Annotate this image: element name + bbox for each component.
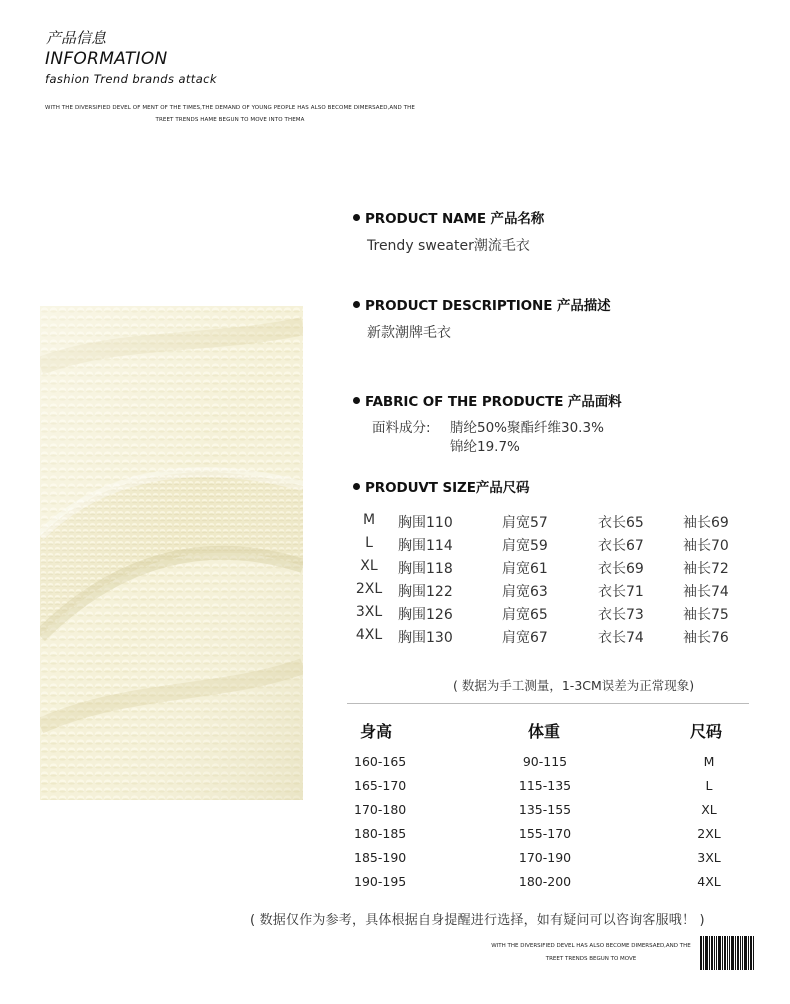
shoulder-value: 肩宽67	[502, 630, 548, 646]
product-description-title: PRODUCT DESCRIPTIONE 产品描述	[365, 298, 611, 314]
sleeve-value: 袖长69	[683, 515, 729, 531]
height-header: 身高	[360, 722, 393, 741]
divider	[347, 703, 749, 704]
product-name-value: Trendy sweater潮流毛衣	[367, 238, 530, 254]
size-value: 4XL	[697, 874, 721, 889]
size-title: PRODUVT SIZE产品尺码	[365, 480, 530, 496]
product-description-heading	[353, 294, 611, 314]
size-value: M	[703, 754, 715, 769]
bullet-icon	[353, 214, 360, 221]
size-value: 3XL	[697, 850, 721, 865]
bullet-icon	[353, 397, 360, 404]
length-value: 衣长74	[598, 630, 644, 646]
size-value: L	[705, 778, 713, 793]
bullet-icon	[353, 301, 360, 308]
height-value: 180-185	[354, 826, 407, 841]
recommend-row	[0, 754, 790, 774]
product-description-value: 新款潮牌毛衣	[367, 325, 451, 341]
product-photo	[40, 306, 303, 800]
header-fine-line: WITH THE DIVERSIFIED DEVEL OF MENT OF THE TIMES,THE DEMAND OF YOUNG PEOPLE HAS ALSO BECOME DIMERSAED,AND THE	[45, 105, 415, 111]
weight-value: 180-200	[518, 874, 572, 889]
length-value: 衣长69	[598, 561, 644, 577]
height-value: 170-180	[354, 802, 407, 817]
size-label: XL	[360, 558, 378, 574]
height-value: 160-165	[354, 754, 407, 769]
weight-value: 115-135	[518, 778, 572, 793]
chest-value: 胸围114	[398, 538, 453, 554]
weight-value: 90-115	[522, 754, 568, 769]
size-label: 3XL	[355, 604, 383, 620]
weight-value: 155-170	[518, 826, 572, 841]
footer-fine-line: WITH THE DIVERSIFIED DEVEL HAS ALSO BECOME DIMERSAED,AND THE	[491, 943, 691, 949]
weight-value: 170-190	[518, 850, 572, 865]
weight-value: 135-155	[518, 802, 572, 817]
shoulder-value: 肩宽61	[502, 561, 548, 577]
fabric-label: 面料成分:	[372, 420, 431, 436]
weight-header: 体重	[528, 722, 561, 741]
sleeve-value: 袖长72	[683, 561, 729, 577]
sleeve-value: 袖长74	[683, 584, 729, 600]
measurement-note: ( 数据为手工测量，1-3CM误差为正常现象)	[453, 678, 695, 693]
recommend-row	[0, 778, 790, 798]
header-title-cn: 产品信息	[46, 29, 107, 47]
sleeve-value: 袖长75	[683, 607, 729, 623]
chest-value: 胸围118	[398, 561, 453, 577]
chest-value: 胸围122	[398, 584, 453, 600]
height-value: 185-190	[354, 850, 407, 865]
fabric-title: FABRIC OF THE PRODUCTE 产品面料	[365, 394, 622, 410]
bullet-icon	[353, 483, 360, 490]
chest-value: 胸围130	[398, 630, 453, 646]
size-value: 2XL	[697, 826, 721, 841]
length-value: 衣长65	[598, 515, 644, 531]
size-value: XL	[701, 802, 717, 817]
footer-fine-line: TREET TRENDS BEGUN TO MOVE	[545, 956, 637, 962]
size-label: L	[365, 535, 373, 551]
chest-value: 胸围126	[398, 607, 453, 623]
size-heading	[353, 476, 529, 496]
length-value: 衣长67	[598, 538, 644, 554]
sleeve-value: 袖长76	[683, 630, 729, 646]
length-value: 衣长71	[598, 584, 644, 600]
shoulder-value: 肩宽63	[502, 584, 548, 600]
recommend-row	[0, 850, 790, 870]
height-value: 165-170	[354, 778, 407, 793]
shoulder-value: 肩宽57	[502, 515, 548, 531]
barcode-icon	[700, 936, 754, 970]
recommend-row	[0, 802, 790, 822]
fabric-heading	[353, 390, 622, 410]
shoulder-value: 肩宽59	[502, 538, 548, 554]
size-label: 2XL	[355, 581, 383, 597]
header-subtitle: fashion Trend brands attack	[45, 72, 217, 86]
size-label: 4XL	[355, 627, 383, 643]
chest-value: 胸围110	[398, 515, 453, 531]
header-title-en: INFORMATION	[45, 49, 168, 69]
header-fine-line: TREET TRENDS HAME BEGUN TO MOVE INTO THEMA	[155, 117, 305, 123]
shoulder-value: 肩宽65	[502, 607, 548, 623]
size-label: M	[362, 512, 376, 528]
length-value: 衣长73	[598, 607, 644, 623]
fabric-composition-line: 腈纶50%聚酯纤维30.3%	[450, 420, 604, 436]
recommend-row	[0, 826, 790, 846]
footer-fine-print	[485, 940, 697, 966]
header-fine-print	[45, 102, 415, 126]
sleeve-value: 袖长70	[683, 538, 729, 554]
size-header: 尺码	[690, 722, 723, 741]
product-name-title: PRODUCT NAME 产品名称	[365, 211, 545, 227]
fabric-composition-line: 锦纶19.7%	[450, 439, 520, 455]
height-value: 190-195	[354, 874, 407, 889]
recommend-row	[0, 874, 790, 894]
reference-note: ( 数据仅作为参考，具体根据自身提醒进行选择，如有疑问可以咨询客服哦！ )	[250, 913, 705, 928]
product-name-heading	[353, 207, 544, 227]
